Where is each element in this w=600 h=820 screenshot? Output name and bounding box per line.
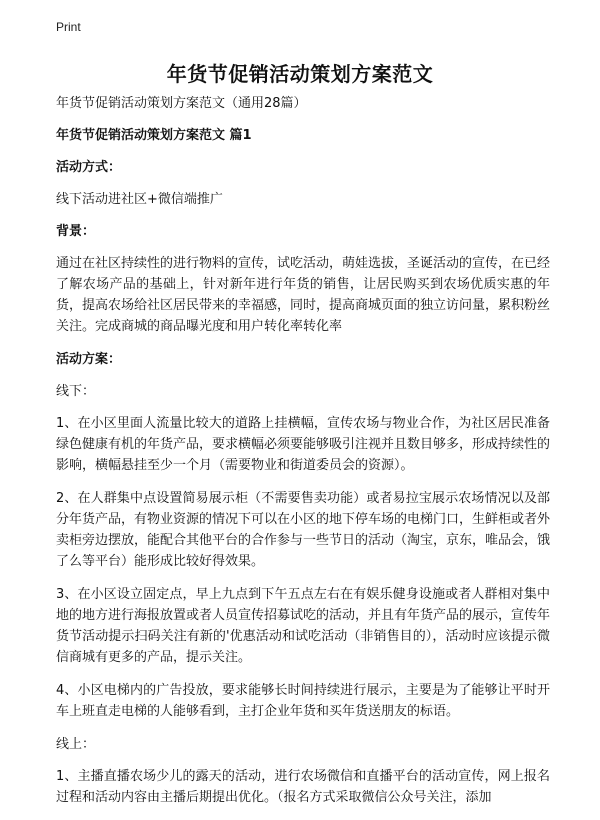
document-subtitle: 年货节促销活动策划方案范文（通用28篇） [56,96,307,111]
method-text: 线下活动进社区+微信端推广 [56,192,223,207]
document-body [56,93,550,820]
print-label[interactable]: Print [56,20,81,34]
online-item-1: 1、主播直播农场少儿的露天的活动，进行农场微信和直播平台的活动宣传，网上报名过程和活动内容由主播后期提出优化。（报名方式采取微信公众号关注，添加 [56,769,550,805]
offline-item-4: 4、小区电梯内的广告投放，要求能够长时间持续进行展示，主要是为了能够让平时开车上班直走电梯的人能够看到，主打企业年货和买年货送朋友的标语。 [56,683,550,719]
offline-item-1: 1、在小区里面人流量比较大的道路上挂横幅，宣传农场与物业合作，为社区居民准备绿色健康有机的年货产品，要求横幅必须要能够吸引注视并且数目够多，形成持续性的影响，横幅悬挂至少一个月（需要物业和街道委员会的资源）。 [56,416,551,473]
method-heading: 活动方式： [56,160,122,175]
plan-heading: 活动方案： [56,352,122,367]
section-heading: 年货节促销活动策划方案范文 篇1 [56,128,252,143]
background-heading: 背景： [56,224,96,239]
background-paragraph: 通过在社区持续性的进行物料的宣传，试吃活动，萌娃选拔，圣诞活动的宣传，在已经了解农场产品的基础上，针对新年进行年货的销售，让居民购买到农场优质实惠的年货，提高农场给社区居民带来的幸福感，同时，提高商城页面的独立访问量，累积粉丝关注。完成商城的商品曝光度和用户转化率转化率 [56,256,551,334]
document-title: 年货节促销活动策划方案范文 [166,62,434,86]
online-label: 线上： [56,737,96,752]
offline-item-3: 3、在小区设立固定点，早上九点到下午五点左右在有娱乐健身设施或者人群相对集中地的地方进行海报放置或者人员宣传招募试吃的活动，并且有年货产品的展示，宣传年货节活动提示扫码关注有新的'优惠活动和试吃活动（非销售目的），活动时应该提示微信商城有更多的产品，提示关注。 [56,587,551,665]
offline-item-2: 2、在人群集中点设置简易展示柜（不需要售卖功能）或者易拉宝展示农场情况以及部分年货产品，有物业资源的情况下可以在小区的地下停车场的电梯门口，生鲜柜或者外卖柜旁边摆放，能配合其他平台的合作参与一些节日的活动（淘宝，京东，唯品会，饿了么等平台）能形成比较好得效果。 [56,491,551,569]
offline-label: 线下： [56,384,96,399]
